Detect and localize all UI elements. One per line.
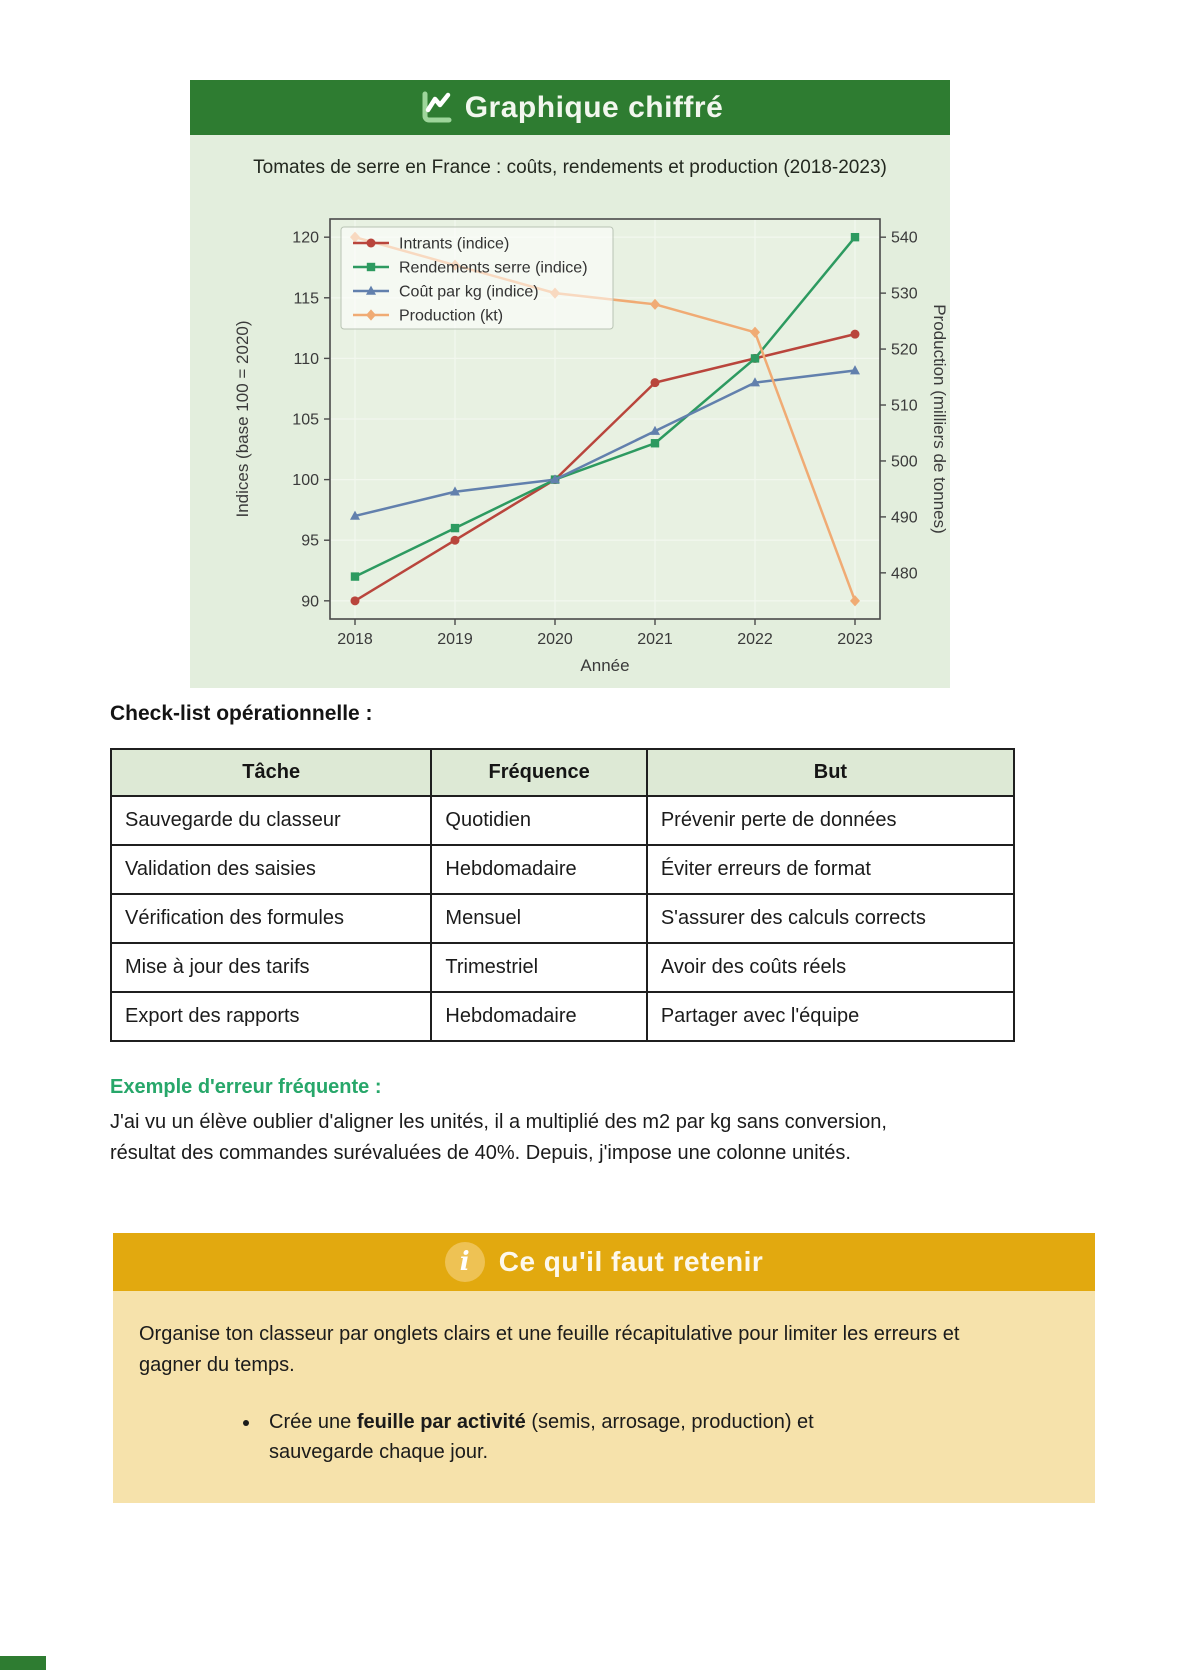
svg-text:120: 120 xyxy=(292,229,319,247)
retain-box xyxy=(113,1233,1095,1503)
table-cell: Sauvegarde du classeur xyxy=(111,796,431,845)
table-header-row xyxy=(111,749,1014,796)
table-row xyxy=(111,992,1014,1041)
svg-text:90: 90 xyxy=(301,593,319,611)
retain-header xyxy=(113,1233,1095,1291)
svg-text:Année: Année xyxy=(580,656,630,675)
table-cell: Vérification des formules xyxy=(111,894,431,943)
line-chart-icon xyxy=(417,90,453,126)
retain-body xyxy=(113,1291,1095,1503)
table-header-cell: But xyxy=(647,749,1014,796)
next-section-band xyxy=(0,1656,46,1670)
table-row xyxy=(111,894,1014,943)
chart-card xyxy=(190,80,950,688)
svg-text:115: 115 xyxy=(293,290,319,308)
svg-text:510: 510 xyxy=(891,397,918,415)
table-cell: Quotidien xyxy=(431,796,646,845)
svg-text:Rendements serre (indice): Rendements serre (indice) xyxy=(399,259,588,277)
table-cell: S'assurer des calculs corrects xyxy=(647,894,1014,943)
table-cell: Avoir des coûts réels xyxy=(647,943,1014,992)
svg-text:2018: 2018 xyxy=(337,631,373,648)
svg-text:2022: 2022 xyxy=(737,631,773,648)
svg-text:105: 105 xyxy=(292,411,319,429)
svg-text:110: 110 xyxy=(293,350,319,368)
chart-title: Tomates de serre en France : coûts, rendements et production (2018-2023) xyxy=(253,157,887,178)
svg-text:Production (kt): Production (kt) xyxy=(399,307,504,325)
svg-text:520: 520 xyxy=(891,341,918,359)
table-cell: Mensuel xyxy=(431,894,646,943)
svg-text:540: 540 xyxy=(891,229,918,247)
table-cell: Trimestriel xyxy=(431,943,646,992)
checklist-table xyxy=(110,748,1015,1042)
svg-text:2021: 2021 xyxy=(637,631,673,648)
info-icon: i xyxy=(445,1242,485,1282)
table-cell: Hebdomadaire xyxy=(431,992,646,1041)
table-cell: Hebdomadaire xyxy=(431,845,646,894)
table-cell: Mise à jour des tarifs xyxy=(111,943,431,992)
svg-text:500: 500 xyxy=(891,453,918,471)
table-row xyxy=(111,796,1014,845)
svg-text:95: 95 xyxy=(301,532,319,550)
table-cell: Prévenir perte de données xyxy=(647,796,1014,845)
svg-text:Indices (base 100 = 2020): Indices (base 100 = 2020) xyxy=(233,320,252,518)
svg-text:Production (milliers de tonnes: Production (milliers de tonnes) xyxy=(930,304,949,534)
svg-text:Coût par kg (indice): Coût par kg (indice) xyxy=(399,283,539,301)
checklist-heading: Check-list opérationnelle : xyxy=(110,702,373,725)
svg-text:2019: 2019 xyxy=(437,631,473,648)
svg-text:2020: 2020 xyxy=(537,631,573,648)
list-item xyxy=(261,1407,879,1467)
chart-card-header xyxy=(190,80,950,135)
svg-text:2023: 2023 xyxy=(837,631,873,648)
table-header-cell: Fréquence xyxy=(431,749,646,796)
chart-card-body xyxy=(190,135,950,688)
bullet-text-pre: Crée une xyxy=(269,1411,357,1433)
retain-paragraph: Organise ton classeur par onglets clairs et une feuille récapitulative pour limiter les erreurs et gagner du temps. xyxy=(139,1323,960,1376)
table-row xyxy=(111,845,1014,894)
table-cell: Partager avec l'équipe xyxy=(647,992,1014,1041)
svg-text:530: 530 xyxy=(891,285,918,303)
table-cell: Validation des saisies xyxy=(111,845,431,894)
table-cell: Export des rapports xyxy=(111,992,431,1041)
retain-title: Ce qu'il faut retenir xyxy=(498,1246,764,1277)
svg-text:480: 480 xyxy=(891,565,918,583)
bullet-text-bold: feuille par activité xyxy=(356,1411,526,1433)
table-row xyxy=(111,943,1014,992)
bullet-text-post: (semis, arrosage, production) et sauvegarde chaque jour. xyxy=(269,1411,814,1463)
svg-text:Intrants (indice): Intrants (indice) xyxy=(399,235,510,253)
table-cell: Éviter erreurs de format xyxy=(647,845,1014,894)
retain-bullet-list xyxy=(243,1407,1065,1467)
svg-text:490: 490 xyxy=(891,509,918,527)
svg-text:100: 100 xyxy=(292,472,319,490)
table-header-cell: Tâche xyxy=(111,749,431,796)
example-heading: Exemple d'erreur fréquente : xyxy=(110,1076,382,1098)
example-text: J'ai vu un élève oublier d'aligner les unités, il a multiplié des m2 par kg sans conversion, résultat des commandes surévaluées de 40%. Depuis, j'impose une colonne unités. xyxy=(110,1111,887,1164)
chart-card-title: Graphique chiffré xyxy=(464,90,724,124)
line-chart xyxy=(190,181,950,686)
